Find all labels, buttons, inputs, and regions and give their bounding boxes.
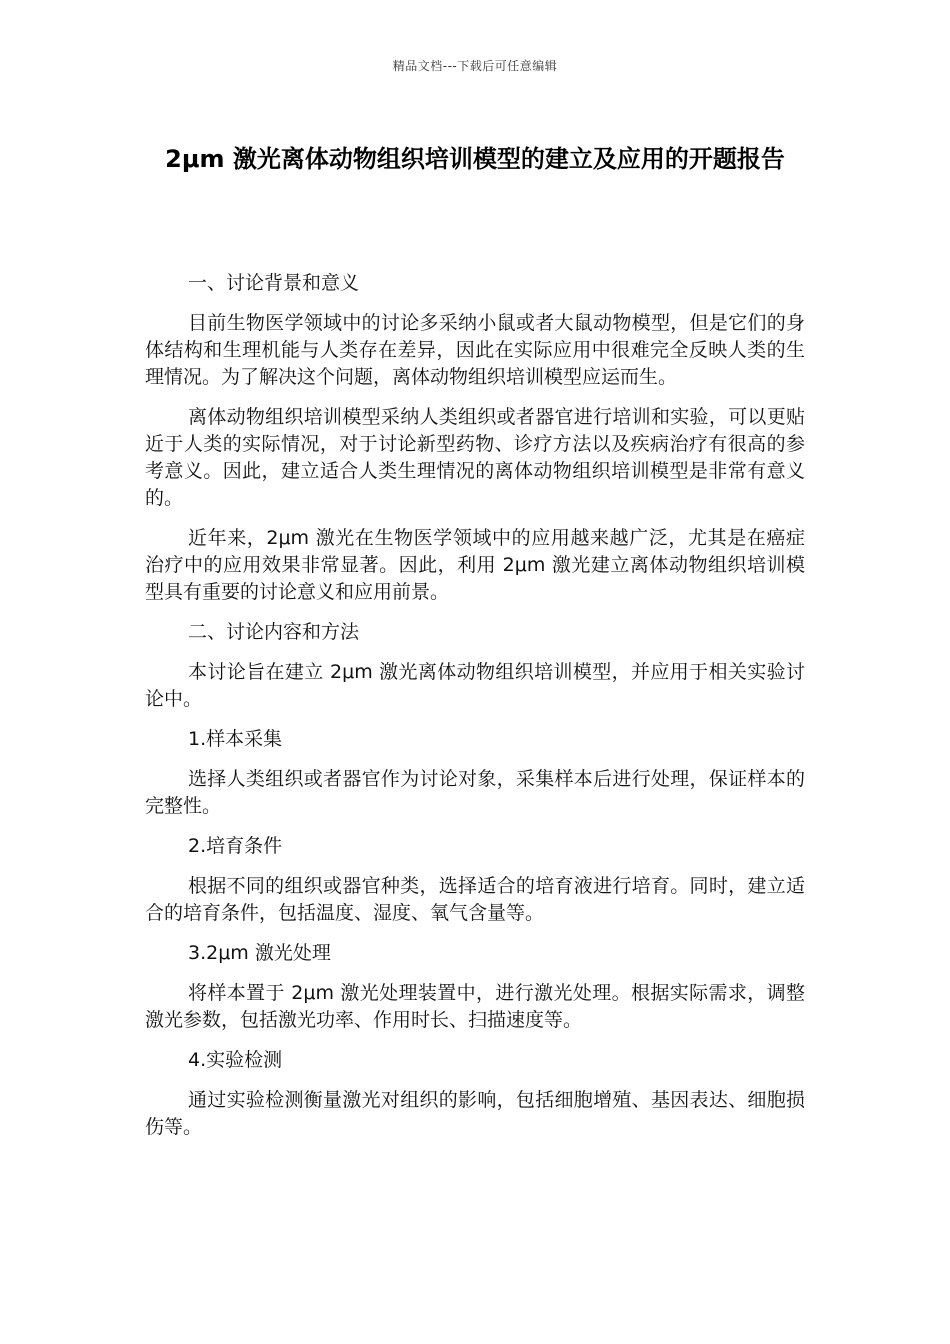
paragraph-background-1: 目前生物医学领域中的讨论多采纳小鼠或者大鼠动物模型，但是它们的身体结构和生理机能与人类存在差异，因此在实际应用中很难完全反映人类的生理情况。为了解决这个问题，离体动物组织培训模型应运而生。 — [145, 312, 805, 388]
paragraph-background-3: 近年来，2μm 激光在生物医学领域中的应用越来越广泛，尤其是在癌症治疗中的应用效果非常显著。因此，利用 2μm 激光建立离体动物组织培训模型具有重要的讨论意义和应用前景。 — [145, 527, 805, 603]
subheading-experimental-detection: 4.实验检测 — [188, 1049, 283, 1071]
section-heading-background: 一、讨论背景和意义 — [188, 272, 360, 294]
subheading-culture-conditions: 2.培育条件 — [188, 835, 283, 857]
subheading-laser-treatment: 3.2μm 激光处理 — [188, 942, 331, 964]
paragraph-experimental-detection: 通过实验检测衡量激光对组织的影响，包括细胞增殖、基因表达、细胞损伤等。 — [145, 1089, 805, 1138]
paragraph-laser-treatment: 将样本置于 2μm 激光处理装置中，进行激光处理。根据实际需求，调整激光参数，包括激光功率、作用时长、扫描速度等。 — [145, 982, 805, 1031]
section-heading-methods: 二、讨论内容和方法 — [188, 621, 360, 643]
paragraph-background-2: 离体动物组织培训模型采纳人类组织或者器官进行培训和实验，可以更贴近于人类的实际情况，对于讨论新型药物、诊疗方法以及疾病治疗有很高的参考意义。因此，建立适合人类生理情况的离体动物组织培训模型是非常有意义的。 — [145, 406, 805, 509]
paragraph-sample-collection: 选择人类组织或者器官作为讨论对象，采集样本后进行处理，保证样本的完整性。 — [145, 768, 805, 817]
subheading-sample-collection: 1.样本采集 — [188, 728, 283, 750]
paragraph-culture-conditions: 根据不同的组织或器官种类，选择适合的培育液进行培育。同时，建立适合的培育条件，包括温度、湿度、氧气含量等。 — [145, 875, 805, 924]
page-header: 精品文档---下载后可任意编辑 — [392, 59, 558, 73]
document-title: 2μm 激光离体动物组织培训模型的建立及应用的开题报告 — [165, 145, 785, 173]
paragraph-methods-intro: 本讨论旨在建立 2μm 激光离体动物组织培训模型，并应用于相关实验讨论中。 — [145, 661, 805, 710]
document-body — [145, 270, 805, 1154]
